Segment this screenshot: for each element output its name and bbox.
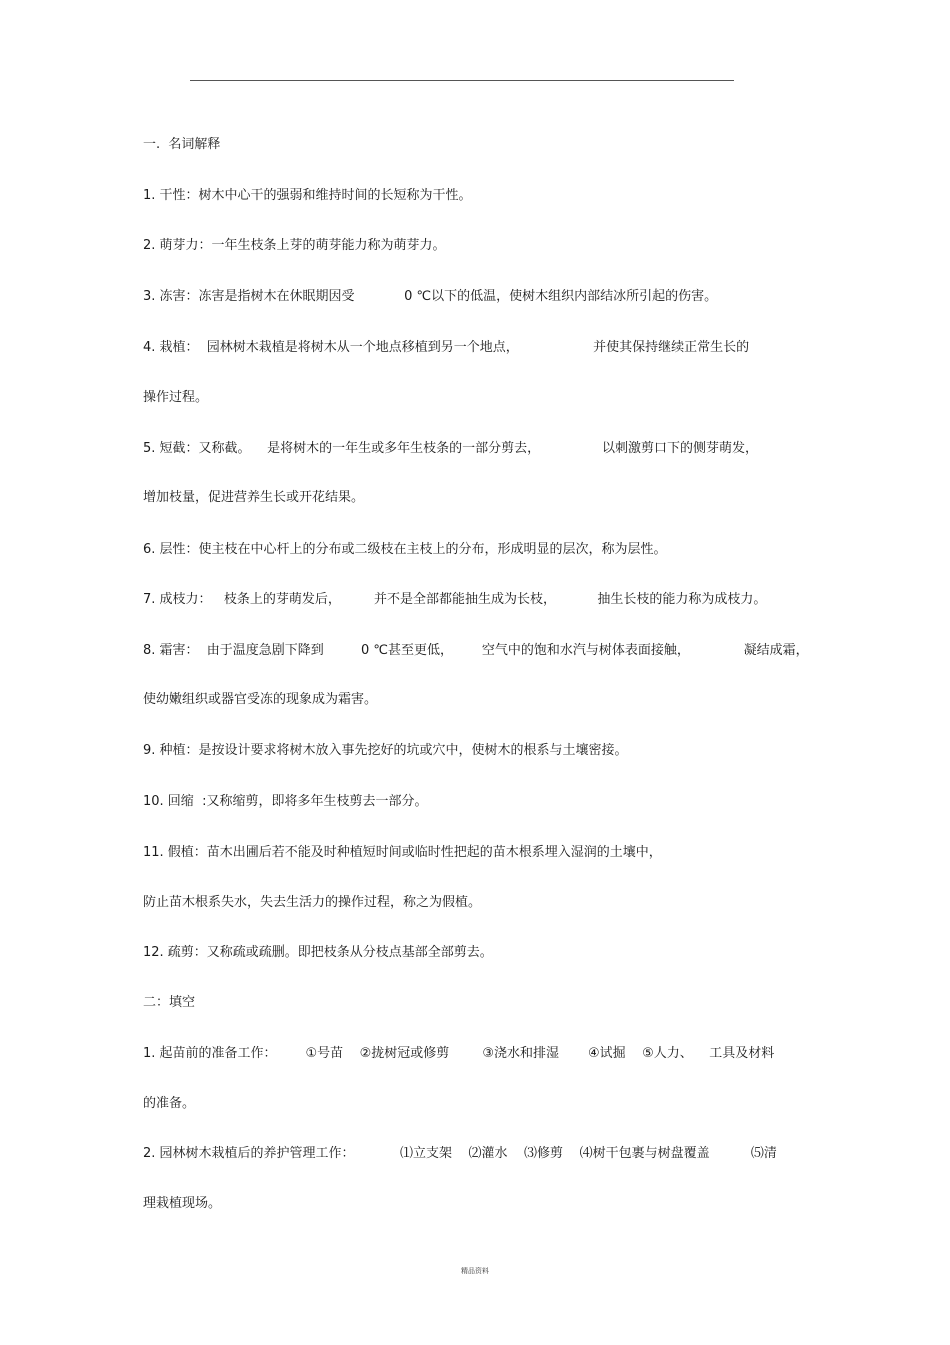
term-4-line-cont: 操作过程。 — [143, 390, 209, 405]
term-5-line-cont: 增加枝量，促进营养生长或开花结果。 — [143, 490, 365, 505]
fill-1-line: 1. 起苗前的准备工作： ①号苗 ②拢树冠或修剪 ③浇水和排湿 ④试掘 ⑤人力、 工具及材料 — [143, 1046, 775, 1061]
term-9-line: 9. 种植：是按设计要求将树木放入事先挖好的坑或穴中，使树木的根系与土壤密接。 — [143, 743, 628, 758]
term-2-line: 2. 萌芽力：一年生枝条上芽的萌芽能力称为萌芽力。 — [143, 238, 446, 253]
term-8-line: 8. 霜害： 由于温度急剧下降到 0 ℃甚至更低， 空气中的饱和水汽与树体表面接触， 凝结成霜， — [143, 643, 809, 658]
term-11-line: 11. 假植：苗木出圃后若不能及时种植短时间或临时性把起的苗木根系埋入湿润的土壤中， — [143, 845, 662, 860]
term-7-line: 7. 成枝力： 枝条上的芽萌发后， 并不是全部都能抽生成为长枝， 抽生长枝的能力称为成枝力。 — [143, 592, 767, 607]
term-1-line: 1. 干性：树木中心干的强弱和维持时间的长短称为干性。 — [143, 188, 472, 203]
term-5-line: 5. 短截：又称截。 是将树木的一年生或多年生枝条的一部分剪去， 以刺激剪口下的侧芽萌发， — [143, 441, 759, 456]
term-11-line-cont: 防止苗木根系失水，失去生活力的操作过程，称之为假植。 — [143, 895, 482, 910]
fill-2-line: 2. 园林树木栽植后的养护管理工作： ⑴立支架 ⑵灌水 ⑶修剪 ⑷树干包裹与树盘覆盖 ⑸清 — [143, 1146, 777, 1161]
fill-1-line-cont: 的准备。 — [143, 1096, 196, 1111]
term-3-line: 3. 冻害：冻害是指树木在休眠期因受 0 ℃以下的低温，使树木组织内部结冰所引起的伤害。 — [143, 289, 718, 304]
page-footer: 精品资料 — [461, 1267, 489, 1275]
term-4-line: 4. 栽植： 园林树木栽植是将树木从一个地点移植到另一个地点， 并使其保持继续正常生长的 — [143, 340, 750, 355]
header-rule — [190, 80, 734, 81]
term-12-line: 12. 疏剪：又称疏或疏删。即把枝条从分枝点基部全部剪去。 — [143, 945, 493, 960]
section-heading-2: 二：填空 — [143, 995, 196, 1010]
term-8-line-cont: 使幼嫩组织或器官受冻的现象成为霜害。 — [143, 692, 378, 707]
fill-2-line-cont: 理栽植现场。 — [143, 1196, 222, 1211]
term-6-line: 6. 层性：使主枝在中心杆上的分布或二级枝在主枝上的分布，形成明显的层次，称为层性。 — [143, 542, 667, 557]
term-10-line: 10. 回缩 :又称缩剪，即将多年生枝剪去一部分。 — [143, 794, 428, 809]
section-heading-1: 一. 名词解释 — [143, 137, 221, 152]
